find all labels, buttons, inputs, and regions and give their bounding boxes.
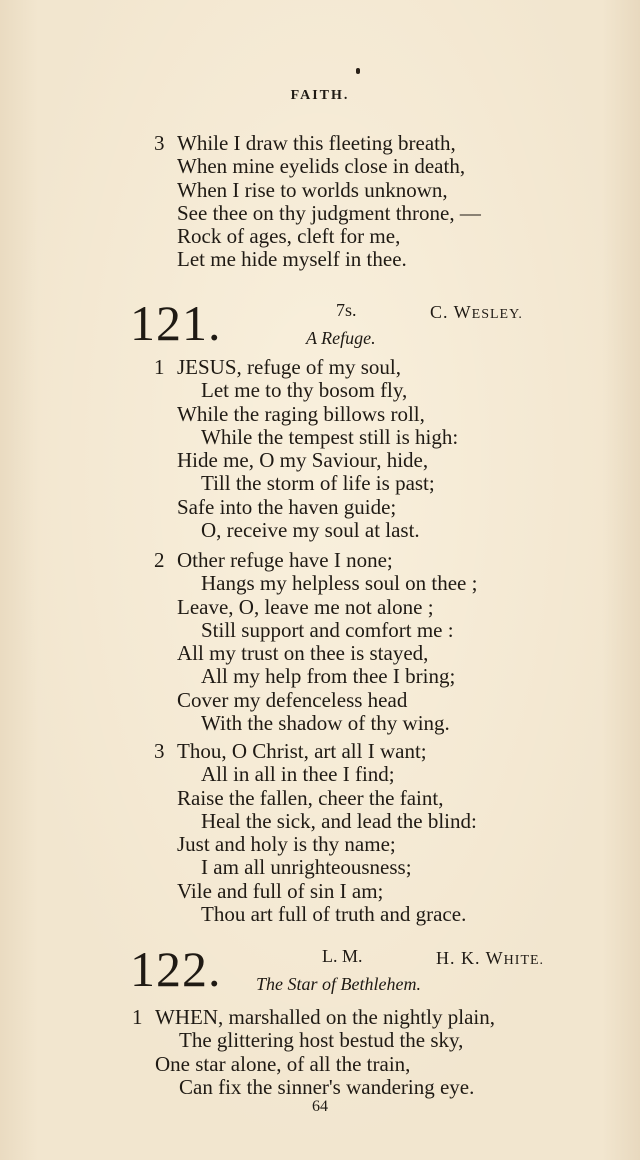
verse-line: The glittering host bestud the sky, <box>179 1028 464 1053</box>
verse-line: Till the storm of life is past; <box>201 471 435 496</box>
verse-line: Hide me, O my Saviour, hide, <box>177 448 429 473</box>
verse-line: Can fix the sinner's wandering eye. <box>179 1074 475 1099</box>
hymn-number: 122. <box>130 941 222 997</box>
verse-line: Cover my defenceless head <box>177 687 408 712</box>
verse-line: Still support and comfort me : <box>201 617 454 642</box>
page-number: 64 <box>312 1098 328 1115</box>
continued-stanza <box>154 131 481 272</box>
verse-line: Rock of ages, cleft for me, <box>177 224 401 249</box>
verse-line: Raise the fallen, cheer the faint, <box>177 785 444 810</box>
ink-speck <box>356 68 360 74</box>
verse-number: 1 <box>154 355 165 379</box>
verse-line: When I rise to worlds unknown, <box>177 177 448 202</box>
author-initial: H. K. W <box>436 948 504 968</box>
stanza <box>154 355 459 543</box>
verse-line: See thee on thy judgment throne, — <box>177 200 481 225</box>
verse-line: Safe into the haven guide; <box>177 494 397 519</box>
verse-line: Just and holy is thy name; <box>177 832 396 857</box>
verse-line: All my help from thee I bring; <box>201 664 456 689</box>
verse-line: Thou art full of truth and grace. <box>201 902 467 927</box>
verse-line: Leave, O, leave me not alone ; <box>177 594 434 619</box>
verse-line: While the tempest still is high: <box>201 424 459 449</box>
verse-line: When mine eyelids close in death, <box>177 154 466 179</box>
verse-line: All my trust on thee is stayed, <box>177 641 429 666</box>
verse-line: Thou, O Christ, art all I want; <box>177 739 427 763</box>
verse-line: WHEN, marshalled on the nightly plain, <box>155 1005 496 1029</box>
verse-line: While I draw this fleeting breath, <box>177 131 456 155</box>
hymn-number: 121. <box>130 295 222 351</box>
verse-line: JESUS, refuge of my soul, <box>177 355 401 379</box>
stanza <box>154 739 477 927</box>
verse-line: Other refuge have I none; <box>177 548 393 572</box>
verse-line: I am all unrighteousness; <box>201 855 412 880</box>
hymn-subtitle: A Refuge. <box>306 328 376 348</box>
verse-line: Heal the sick, and lead the blind: <box>201 808 477 833</box>
hymn-author <box>436 948 544 969</box>
verse-line: One star alone, of all the train, <box>155 1051 411 1076</box>
verse-number: 2 <box>154 548 165 572</box>
verse-line: With the shadow of thy wing. <box>201 711 450 736</box>
verse-line: O, receive my soul at last. <box>201 518 420 543</box>
author-initial: C. W <box>430 302 472 322</box>
author-rest: ESLEY. <box>471 307 523 322</box>
hymn-author <box>430 302 523 323</box>
hymn-subtitle: The Star of Bethlehem. <box>256 974 421 994</box>
hymn-meter: L. M. <box>322 946 363 966</box>
verse-number: 3 <box>154 131 165 155</box>
verse-line: All in all in thee I find; <box>201 762 395 787</box>
verse-number: 3 <box>154 739 165 763</box>
running-head: FAITH. <box>290 88 350 103</box>
stanza <box>132 1005 496 1099</box>
verse-line: Vile and full of sin I am; <box>177 878 384 903</box>
stanza <box>154 548 478 736</box>
verse-line: Let me to thy bosom fly, <box>201 378 408 403</box>
hymn-meter: 7s. <box>336 300 357 320</box>
author-rest: HITE. <box>503 953 545 968</box>
verse-number: 1 <box>132 1005 143 1029</box>
verse-line: While the raging billows roll, <box>177 401 425 426</box>
verse-line: Hangs my helpless soul on thee ; <box>201 571 478 596</box>
verse-line: Let me hide myself in thee. <box>177 247 407 272</box>
